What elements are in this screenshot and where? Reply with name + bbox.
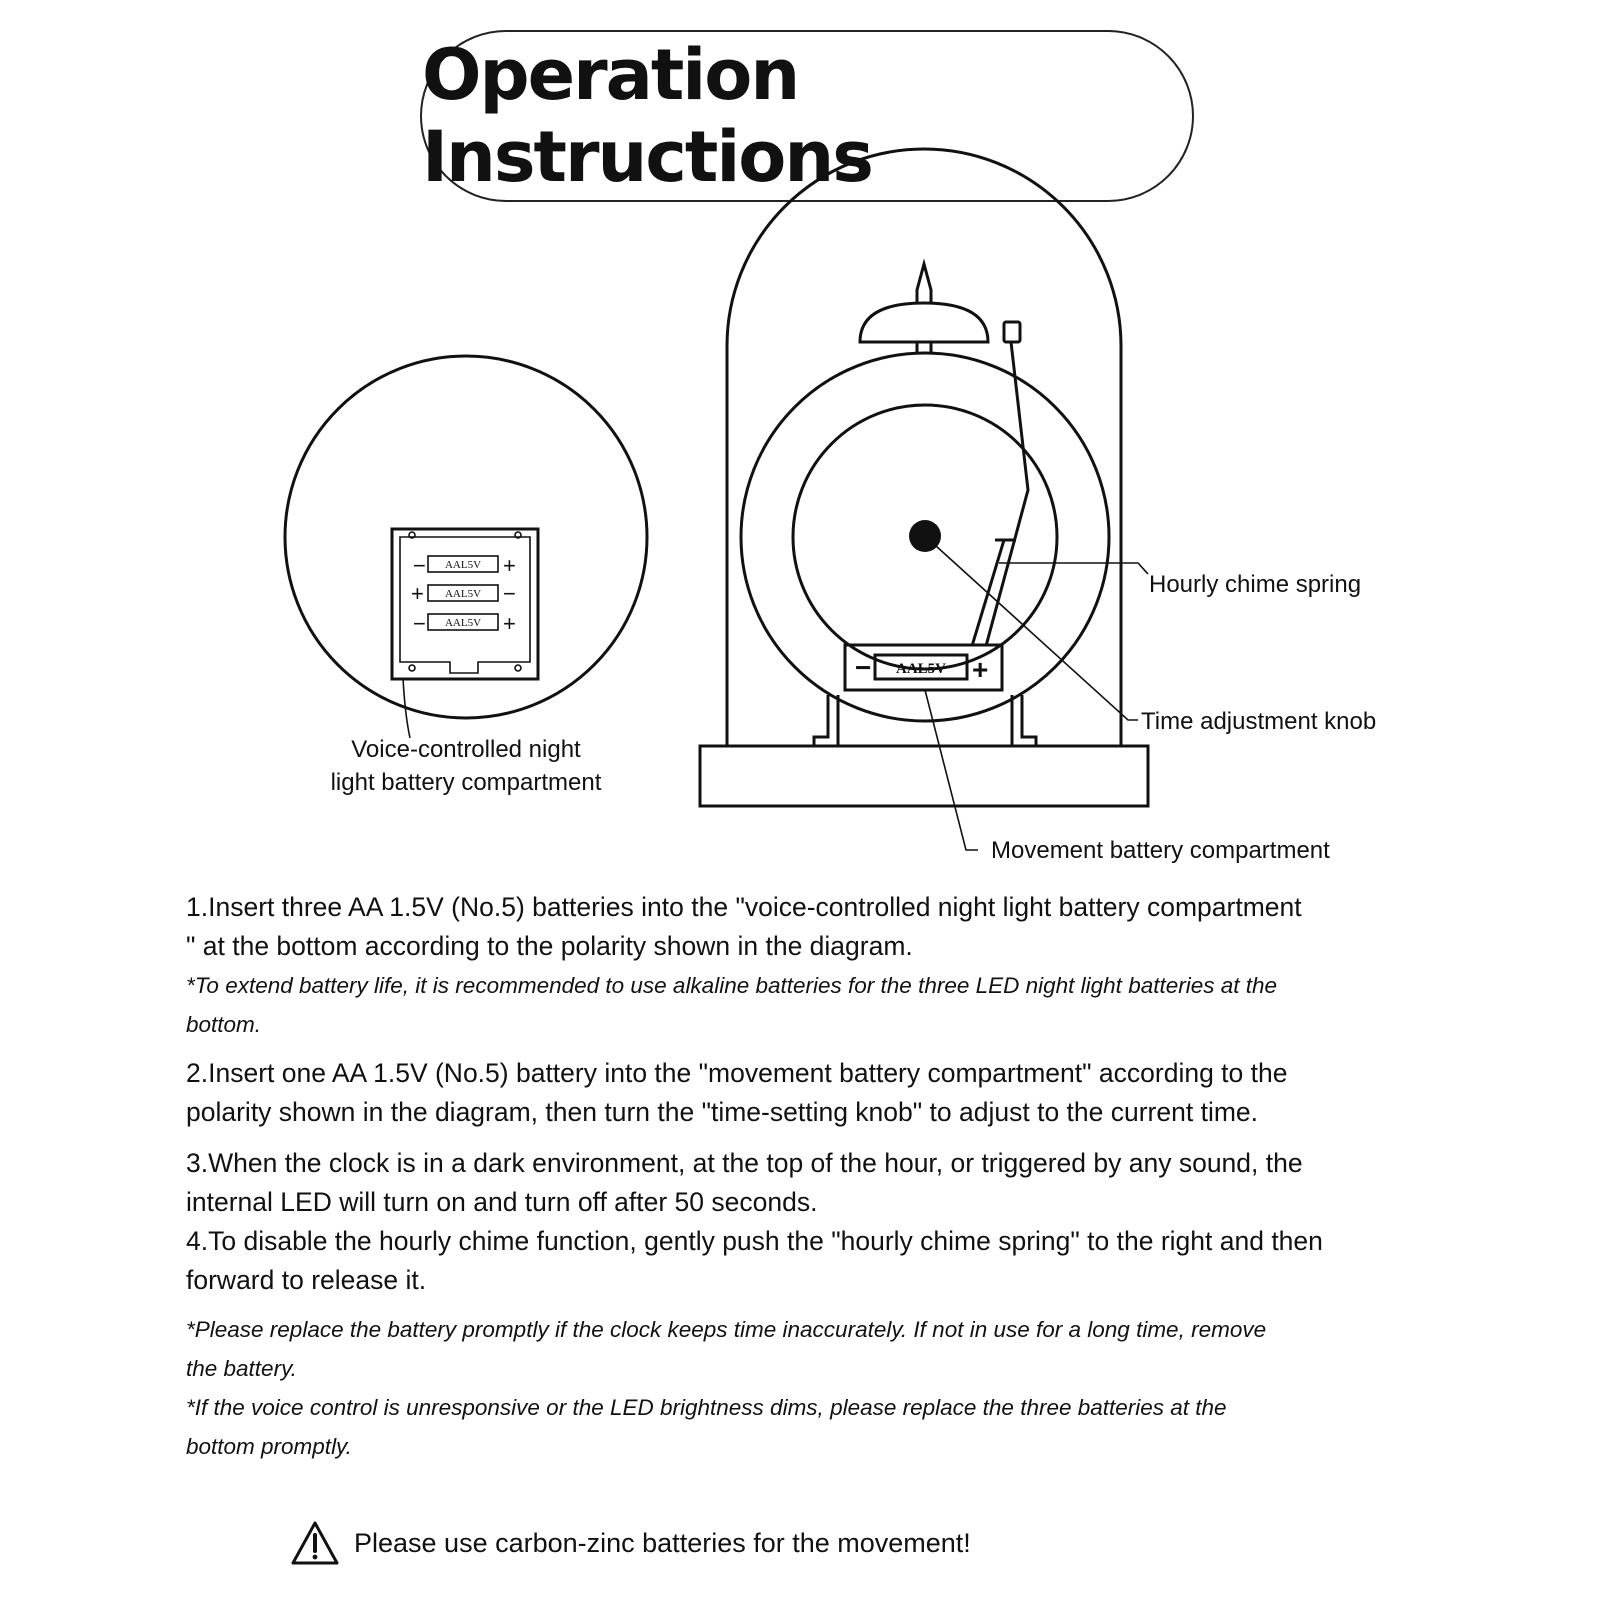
note-1-line-1: *To extend battery life, it is recommended to use alkaline batteries for the three LED night light batteries at the bbox=[186, 973, 1278, 998]
clock-base bbox=[700, 746, 1148, 806]
hammer-arm bbox=[986, 342, 1028, 646]
warning-notice bbox=[290, 1520, 971, 1566]
screw-hole bbox=[409, 665, 415, 671]
page-title: Operation Instructions bbox=[422, 34, 872, 198]
movement-battery-right-sign: + bbox=[972, 654, 989, 685]
screw-hole bbox=[515, 665, 521, 671]
battery-label: AAL5V bbox=[444, 559, 482, 571]
night-light-battery-compartment bbox=[392, 529, 538, 679]
leader-line-chime-spring bbox=[999, 563, 1148, 574]
night-light-battery bbox=[411, 581, 516, 606]
step-4-line-2: forward to release it. bbox=[186, 1265, 427, 1295]
step-1-line-2: " at the bottom according to the polarity shown in the diagram. bbox=[186, 931, 913, 961]
note-3-line-1: *If the voice control is unresponsive or the LED brightness dims, please replace the three batteries at the bbox=[186, 1395, 1227, 1420]
step-3-line-2: internal LED will turn on and turn off after 50 seconds. bbox=[186, 1187, 818, 1217]
step-2-line-1: 2.Insert one AA 1.5V (No.5) battery into the "movement battery compartment" according to the bbox=[186, 1058, 1288, 1088]
step-3-line-1: 3.When the clock is in a dark environment, at the top of the hour, or triggered by any sound, the bbox=[186, 1148, 1303, 1178]
note-2-line-2: the battery. bbox=[186, 1356, 297, 1381]
battery-left-sign: − bbox=[413, 611, 426, 636]
battery-left-sign: + bbox=[411, 581, 424, 606]
battery-left-sign: − bbox=[413, 553, 426, 578]
warning-text: Please use carbon-zinc batteries for the movement! bbox=[354, 1527, 971, 1558]
step-4-line-1: 4.To disable the hourly chime function, gently push the "hourly chime spring" to the right and then bbox=[186, 1226, 1323, 1256]
clock-leg-left bbox=[814, 695, 838, 745]
label-hourly-chime-spring: Hourly chime spring bbox=[1149, 571, 1362, 598]
battery-right-sign: − bbox=[503, 581, 516, 606]
step-2-line-2: polarity shown in the diagram, then turn the "time-setting knob" to adjust to the current time. bbox=[186, 1097, 1259, 1127]
battery-right-sign: + bbox=[503, 611, 516, 636]
step-1-line-1: 1.Insert three AA 1.5V (No.5) batteries into the "voice-controlled night light battery compartment bbox=[186, 892, 1302, 922]
note-1-line-2: bottom. bbox=[186, 1012, 262, 1037]
warning-triangle-icon bbox=[290, 1520, 340, 1566]
label-night-light-line2: light battery compartment bbox=[330, 769, 602, 796]
battery-label: AAL5V bbox=[444, 588, 482, 600]
label-time-adjustment-knob: Time adjustment knob bbox=[1141, 708, 1377, 735]
bottom-view bbox=[285, 356, 647, 796]
night-light-battery bbox=[413, 553, 516, 578]
bell-finial bbox=[917, 264, 931, 303]
movement-battery-left-sign: − bbox=[855, 652, 872, 683]
label-night-light-line1: Voice-controlled night bbox=[351, 736, 581, 763]
movement-battery-label: AAL5V bbox=[895, 661, 947, 677]
label-movement-battery-compartment: Movement battery compartment bbox=[991, 837, 1330, 864]
movement-battery-compartment bbox=[845, 645, 1002, 690]
battery-label: AAL5V bbox=[444, 617, 482, 629]
instructions bbox=[186, 888, 1436, 1466]
clock-front-view bbox=[700, 149, 1376, 864]
chime-hammer bbox=[1004, 322, 1020, 342]
night-light-battery bbox=[413, 611, 516, 636]
battery-right-sign: + bbox=[503, 553, 516, 578]
note-2-line-1: *Please replace the battery promptly if the clock keeps time inaccurately. If not in use for a long time, remove bbox=[186, 1317, 1267, 1342]
note-3-line-2: bottom promptly. bbox=[186, 1434, 352, 1459]
chime-bell bbox=[860, 303, 988, 342]
clock-leg-right bbox=[1012, 695, 1036, 745]
